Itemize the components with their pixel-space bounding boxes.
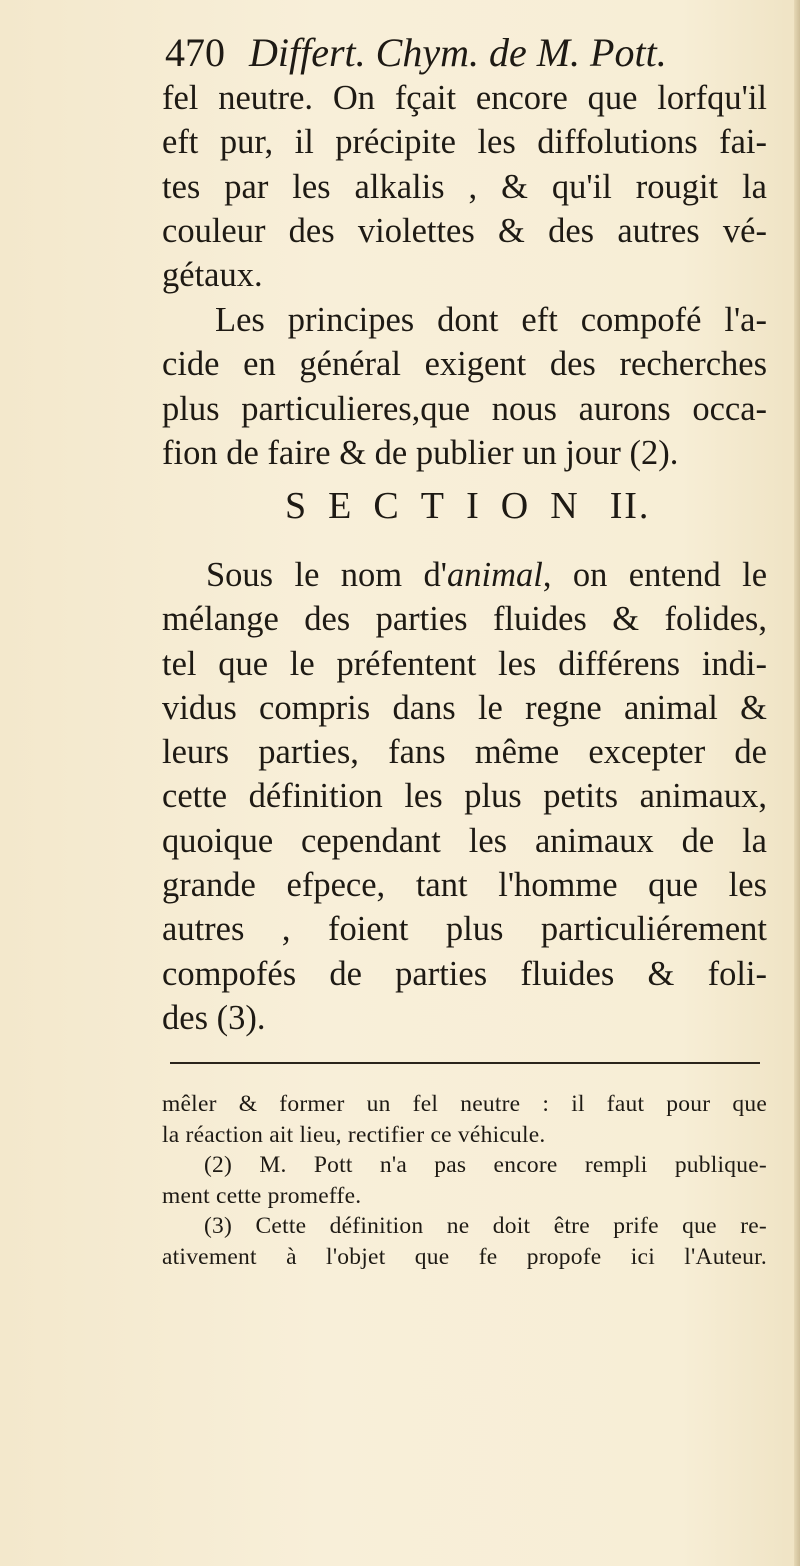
paragraph-3 (162, 553, 767, 1040)
page-number: 470 (165, 30, 225, 75)
text-line: mélange des parties fluides & folides, (162, 600, 767, 639)
footnote-line: ativement à l'objet que fe propofe ici l'Auteur. (162, 1243, 767, 1270)
text-line: cide en général exigent des recherches (162, 345, 767, 384)
text-line (162, 553, 767, 597)
text-line: tes par les alkalis , & qu'il rougit la (162, 167, 767, 206)
text-line: grande efpece, tant l'homme que les (162, 866, 767, 905)
text-line: couleur des violettes & des autres vé- (162, 211, 767, 250)
text-run: , on entend le (542, 556, 768, 594)
text-run: Sous le nom d' (206, 556, 447, 594)
running-header (165, 30, 667, 76)
footnote-line: ment cette promeffe. (162, 1182, 362, 1209)
footnote-line: (3) Cette définition ne doit être prife que re- (204, 1213, 767, 1239)
footnote-line: mêler & former un fel neutre : il faut pour que (162, 1091, 767, 1117)
page-edge (794, 0, 800, 1566)
italic-term: animal (447, 556, 543, 594)
section-word: SECTION (285, 485, 600, 527)
text-line: compofés de parties fluides & foli- (162, 954, 767, 993)
text-line: des (3). (162, 998, 266, 1037)
footnote-line: la réaction ait lieu, rectifier ce véhicule. (162, 1121, 546, 1148)
running-title: Differt. Chym. de M. Pott. (249, 30, 667, 75)
text-line: cette définition les plus petits animaux, (162, 777, 767, 816)
text-line: fion de faire & de publier un jour (2). (162, 433, 679, 472)
footnote-rule (170, 1062, 760, 1064)
text-line: fel neutre. On fçait encore que lorfqu'il (162, 79, 767, 117)
paragraph-2 (162, 298, 767, 475)
footnotes (162, 1089, 767, 1272)
text-line: tel que le préfentent les différens indi- (162, 644, 767, 683)
footnote-line: (2) M. Pott n'a pas encore rempli publique- (204, 1152, 767, 1178)
section-heading (285, 483, 650, 529)
text-line: vidus compris dans le regne animal & (162, 688, 767, 727)
section-number: II. (609, 485, 651, 527)
text-line: plus particulieres,que nous aurons occa- (162, 389, 767, 428)
paragraph-1 (162, 76, 767, 297)
text-line: quoique cependant les animaux de la (162, 821, 767, 860)
text-line: gétaux. (162, 256, 263, 295)
text-line: eft pur, il précipite les diffolutions fai- (162, 123, 767, 162)
text-line: Les principes dont eft compofé l'a- (215, 301, 767, 339)
text-line: leurs parties, fans même excepter de (162, 733, 767, 772)
text-line: autres , foient plus particuliérement (162, 910, 767, 949)
